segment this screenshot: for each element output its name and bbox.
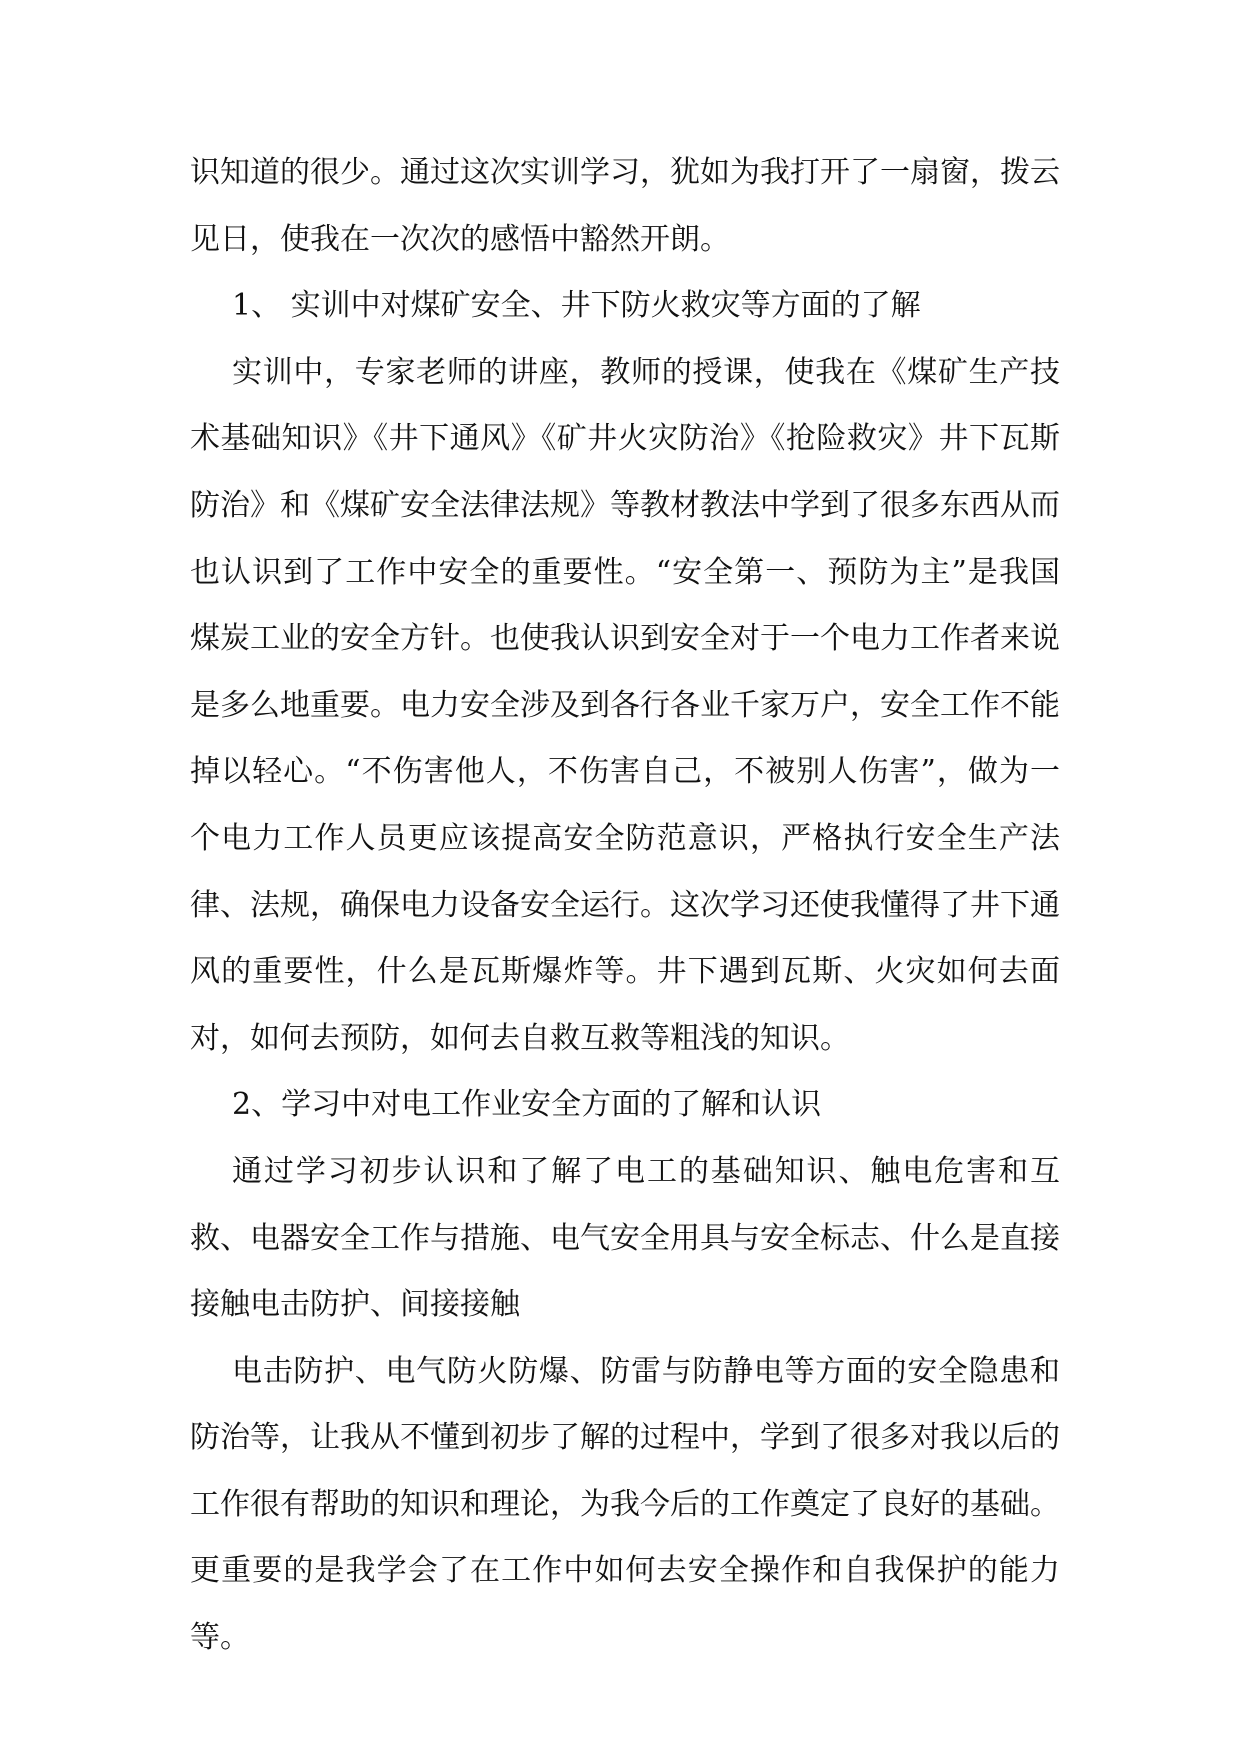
section-heading-1: 1、 实训中对煤矿安全、井下防火救灾等方面的了解	[232, 288, 921, 324]
document-page	[190, 140, 1060, 1672]
paragraph-continuation: 识知道的很少。通过这次实训学习，犹如为我打开了一扇窗，拨云见日，使我在一次次的感悟中豁然开朗。	[190, 155, 1060, 257]
paragraph-electrical-basics: 通过学习初步认识和了解了电工的基础知识、触电危害和互救、电器安全工作与措施、电气安全用具与安全标志、什么是直接接触电击防护、间接接触	[190, 1153, 1060, 1323]
paragraph-coal-safety: 实训中，专家老师的讲座，教师的授课，使我在《煤矿生产技术基础知识》《井下通风》《矿井火灾防治》《抢险救灾》井下瓦斯防治》和《煤矿安全法律法规》等教材教法中学到了很多东西从而也认识到了工作中安全的重要性。“安全第一、预防为主”是我国煤炭工业的安全方针。也使我认识到安全对于一个电力工作者来说是多么地重要。电力安全涉及到各行各业千家万户，安全工作不能掉以轻心。“不伤害他人，不伤害自己，不被别人伤害”，做为一个电力工作人员更应该提高安全防范意识，严格执行安全生产法律、法规，确保电力设备安全运行。这次学习还使我懂得了井下通风的重要性，什么是瓦斯爆炸等。井下遇到瓦斯、火灾如何去面对，如何去预防，如何去自救互救等粗浅的知识。	[190, 354, 1060, 1056]
section-heading-2: 2、学习中对电工作业安全方面的了解和认识	[232, 1087, 822, 1123]
paragraph-electrical-protection: 电击防护、电气防火防爆、防雷与防静电等方面的安全隐患和防治等，让我从不懂到初步了解的过程中，学到了很多对我以后的工作很有帮助的知识和理论，为我今后的工作奠定了良好的基础。更重要的是我学会了在工作中如何去安全操作和自我保护的能力等。	[190, 1353, 1060, 1656]
